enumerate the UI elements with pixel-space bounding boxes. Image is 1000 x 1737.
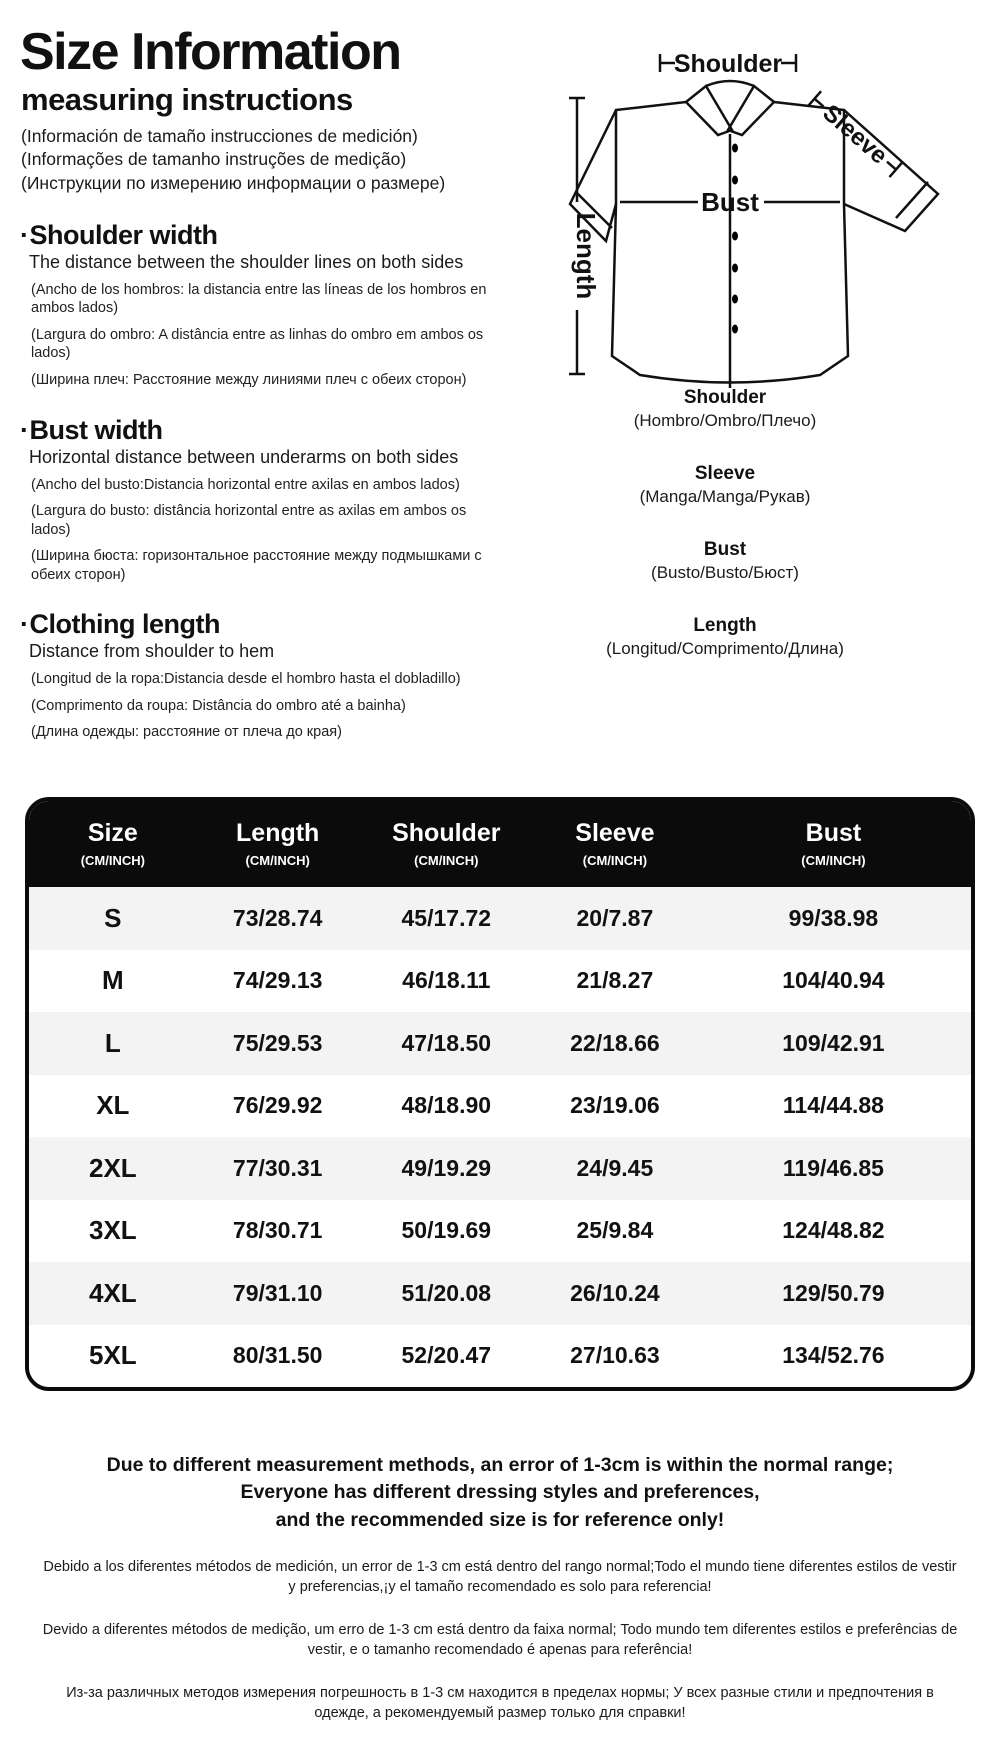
table-row-l xyxy=(29,1012,971,1075)
term-name: Bust xyxy=(703,539,747,560)
cell-sleeve: 22/18.66 xyxy=(570,1029,660,1056)
cell-sleeve: 26/10.24 xyxy=(570,1279,660,1306)
section-heading xyxy=(20,415,532,446)
diagram-length-label: Length xyxy=(571,212,601,300)
section-shoulder-width xyxy=(20,220,532,390)
cell-length: 75/29.53 xyxy=(232,1029,323,1056)
section-heading xyxy=(20,609,532,640)
cell-sleeve: 25/9.84 xyxy=(576,1217,654,1244)
section-translation-pt: (Largura do ombro: A distância entre as linhas do ombro em ambos os lados) xyxy=(31,326,484,362)
table-row-m xyxy=(29,950,971,1013)
column-unit: (CM/INCH) xyxy=(80,852,145,868)
column-label: Bust xyxy=(805,819,862,848)
term-shoulder xyxy=(545,386,905,431)
cell-size: 2XL xyxy=(88,1152,137,1183)
section-clothing-length xyxy=(20,609,532,742)
bullet: · xyxy=(20,609,29,640)
column-unit: (CM/INCH) xyxy=(414,852,479,868)
title-translation-ru: (Инструкции по измерению информации о размере) xyxy=(21,172,446,193)
table-row-s xyxy=(29,887,971,950)
cell-size: XL xyxy=(96,1090,130,1121)
page-subtitle: measuring instructions xyxy=(21,82,353,118)
disclaimer xyxy=(0,1452,1000,1723)
column-header-sleeve xyxy=(534,820,696,868)
measurement-terms xyxy=(545,386,905,690)
cell-size: M xyxy=(102,965,124,996)
column-header-shoulder xyxy=(359,820,534,868)
column-unit: (CM/INCH) xyxy=(801,852,866,868)
cell-shoulder: 49/19.29 xyxy=(401,1154,492,1181)
section-description: Horizontal distance between underarms on both sides xyxy=(29,446,459,467)
term-translation: (Hombro/Ombro/Плечо) xyxy=(633,410,817,430)
title-translation-pt: (Informações de tamanho instruções de medição) xyxy=(21,149,407,170)
cell-shoulder: 51/20.08 xyxy=(401,1279,492,1306)
cell-bust: 114/44.88 xyxy=(782,1092,884,1119)
cell-length: 73/28.74 xyxy=(232,904,323,931)
table-row-xl xyxy=(29,1075,971,1138)
term-bust xyxy=(545,538,905,583)
size-table xyxy=(25,797,975,1391)
disclaimer-english-line-3: and the recommended size is for reference only! xyxy=(275,1508,725,1531)
term-length xyxy=(545,614,905,659)
cell-sleeve: 23/19.06 xyxy=(570,1092,660,1119)
table-row-3xl xyxy=(29,1200,971,1263)
bullet: · xyxy=(20,219,29,250)
cell-size: 4XL xyxy=(88,1277,137,1308)
shirt-diagram-icon xyxy=(548,44,998,394)
column-label: Shoulder xyxy=(392,819,501,848)
column-label: Sleeve xyxy=(575,819,655,848)
cell-bust: 119/46.85 xyxy=(782,1154,884,1181)
cell-shoulder: 45/17.72 xyxy=(401,904,492,931)
column-header-length xyxy=(197,820,359,868)
term-translation: (Manga/Manga/Рукав) xyxy=(639,486,811,506)
diagram-bust-label: Bust xyxy=(701,187,759,217)
section-heading-text: Shoulder width xyxy=(29,219,218,250)
size-table-header xyxy=(29,801,971,887)
section-translation-ru: (Ширина бюста: горизонтальное расстояние между подмышками с обеих сторон) xyxy=(31,548,482,583)
term-sleeve xyxy=(545,462,905,507)
cell-sleeve: 21/8.27 xyxy=(576,967,654,994)
page-title: Size Information xyxy=(20,23,401,81)
cell-size: 5XL xyxy=(88,1340,137,1371)
section-translation-es: (Ancho del busto:Distancia horizontal entre axilas en ambos lados) xyxy=(31,476,460,493)
title-translation-es: (Información de tamaño instrucciones de medición) xyxy=(21,126,418,147)
cell-shoulder: 48/18.90 xyxy=(401,1092,492,1119)
table-row-2xl xyxy=(29,1137,971,1200)
cell-size: S xyxy=(104,902,122,933)
term-translation: (Busto/Busto/Бюст) xyxy=(651,562,799,582)
cell-sleeve: 27/10.63 xyxy=(570,1342,660,1369)
disclaimer-spanish: Debido a los diferentes métodos de medición, un error de 1-3 cm está dentro del rango normal;Todo el mundo tiene diferentes estilos de vestir y preferencias,¡y el tamaño recomendado es solo para referencia! xyxy=(43,1558,957,1595)
cell-bust: 109/42.91 xyxy=(782,1029,885,1056)
column-label: Size xyxy=(87,819,138,848)
section-translation-ru: (Ширина плеч: Расстояние между линиями плеч с обеих сторон) xyxy=(31,372,467,389)
section-heading-text: Clothing length xyxy=(29,609,220,640)
column-unit: (CM/INCH) xyxy=(582,852,648,868)
cell-length: 74/29.13 xyxy=(232,967,323,994)
disclaimer-portuguese: Devido a diferentes métodos de medição, um erro de 1-3 cm está dentro da faixa normal; Todo mundo tem diferentes estilos e preferências de vestir, e o tamanho recomendado é apenas para referência! xyxy=(42,1621,958,1658)
diagram-shoulder-label: Shoulder xyxy=(673,50,783,78)
cell-bust: 99/38.98 xyxy=(788,904,879,931)
cell-length: 79/31.10 xyxy=(232,1279,323,1306)
column-header-bust xyxy=(696,820,971,868)
cell-length: 77/30.31 xyxy=(232,1154,323,1181)
column-header-size xyxy=(29,820,197,868)
section-translation-pt: (Comprimento da roupa: Distância do ombro até a bainha) xyxy=(31,697,406,714)
cell-size: L xyxy=(104,1027,121,1058)
cell-sleeve: 20/7.87 xyxy=(576,904,654,931)
disclaimer-russian: Из-за различных методов измерения погрешность в 1-3 см находится в пределах нормы; У всех разные стили и предпочтения в одежде, а рекомендуемый размер только для справки! xyxy=(66,1684,934,1721)
term-name: Sleeve xyxy=(694,463,756,484)
section-heading xyxy=(20,220,532,251)
section-translation-es: (Longitud de la ropa:Distancia desde el hombro hasta el dobladillo) xyxy=(31,671,461,688)
cell-bust: 134/52.76 xyxy=(782,1342,885,1369)
cell-size: 3XL xyxy=(88,1215,137,1246)
cell-bust: 124/48.82 xyxy=(782,1217,885,1244)
term-name: Length xyxy=(693,615,757,636)
cell-shoulder: 46/18.11 xyxy=(402,967,491,994)
disclaimer-english-line-2: Everyone has different dressing styles and preferences, xyxy=(240,1481,760,1504)
cell-bust: 129/50.79 xyxy=(782,1279,885,1306)
table-row-4xl xyxy=(29,1262,971,1325)
section-heading-text: Bust width xyxy=(29,414,163,445)
shirt-measurement-diagram xyxy=(548,44,998,394)
section-translation-ru: (Длина одежды: расстояние от плеча до края) xyxy=(31,724,342,741)
section-bust-width xyxy=(20,415,532,585)
section-description: Distance from shoulder to hem xyxy=(29,641,275,662)
disclaimer-english-line-1: Due to different measurement methods, an error of 1-3cm is within the normal range; xyxy=(106,1454,894,1476)
cell-bust: 104/40.94 xyxy=(782,967,885,994)
diagram-sleeve-label: Sleeve xyxy=(817,99,893,170)
diagram-sleeve-label-group xyxy=(805,89,904,180)
cell-length: 80/31.50 xyxy=(232,1342,323,1369)
table-row-5xl xyxy=(29,1325,971,1388)
cell-length: 76/29.92 xyxy=(232,1092,323,1119)
cell-length: 78/30.71 xyxy=(232,1217,323,1244)
cell-shoulder: 47/18.50 xyxy=(401,1029,492,1056)
header-and-instructions xyxy=(20,23,532,742)
term-name: Shoulder xyxy=(683,387,767,408)
cell-shoulder: 50/19.69 xyxy=(401,1217,492,1244)
column-unit: (CM/INCH) xyxy=(245,852,310,868)
cell-shoulder: 52/20.47 xyxy=(401,1342,492,1369)
section-translation-pt: (Largura do busto: distância horizontal entre as axilas em ambos os lados) xyxy=(31,503,467,538)
term-translation: (Longitud/Comprimento/Длина) xyxy=(606,638,844,658)
section-translation-es: (Ancho de los hombros: la distancia entre las líneas de los hombros en ambos lados) xyxy=(31,281,487,317)
column-label: Length xyxy=(236,819,320,848)
cell-sleeve: 24/9.45 xyxy=(576,1154,654,1181)
bullet: · xyxy=(20,414,29,445)
section-description: The distance between the shoulder lines on both sides xyxy=(29,251,464,272)
